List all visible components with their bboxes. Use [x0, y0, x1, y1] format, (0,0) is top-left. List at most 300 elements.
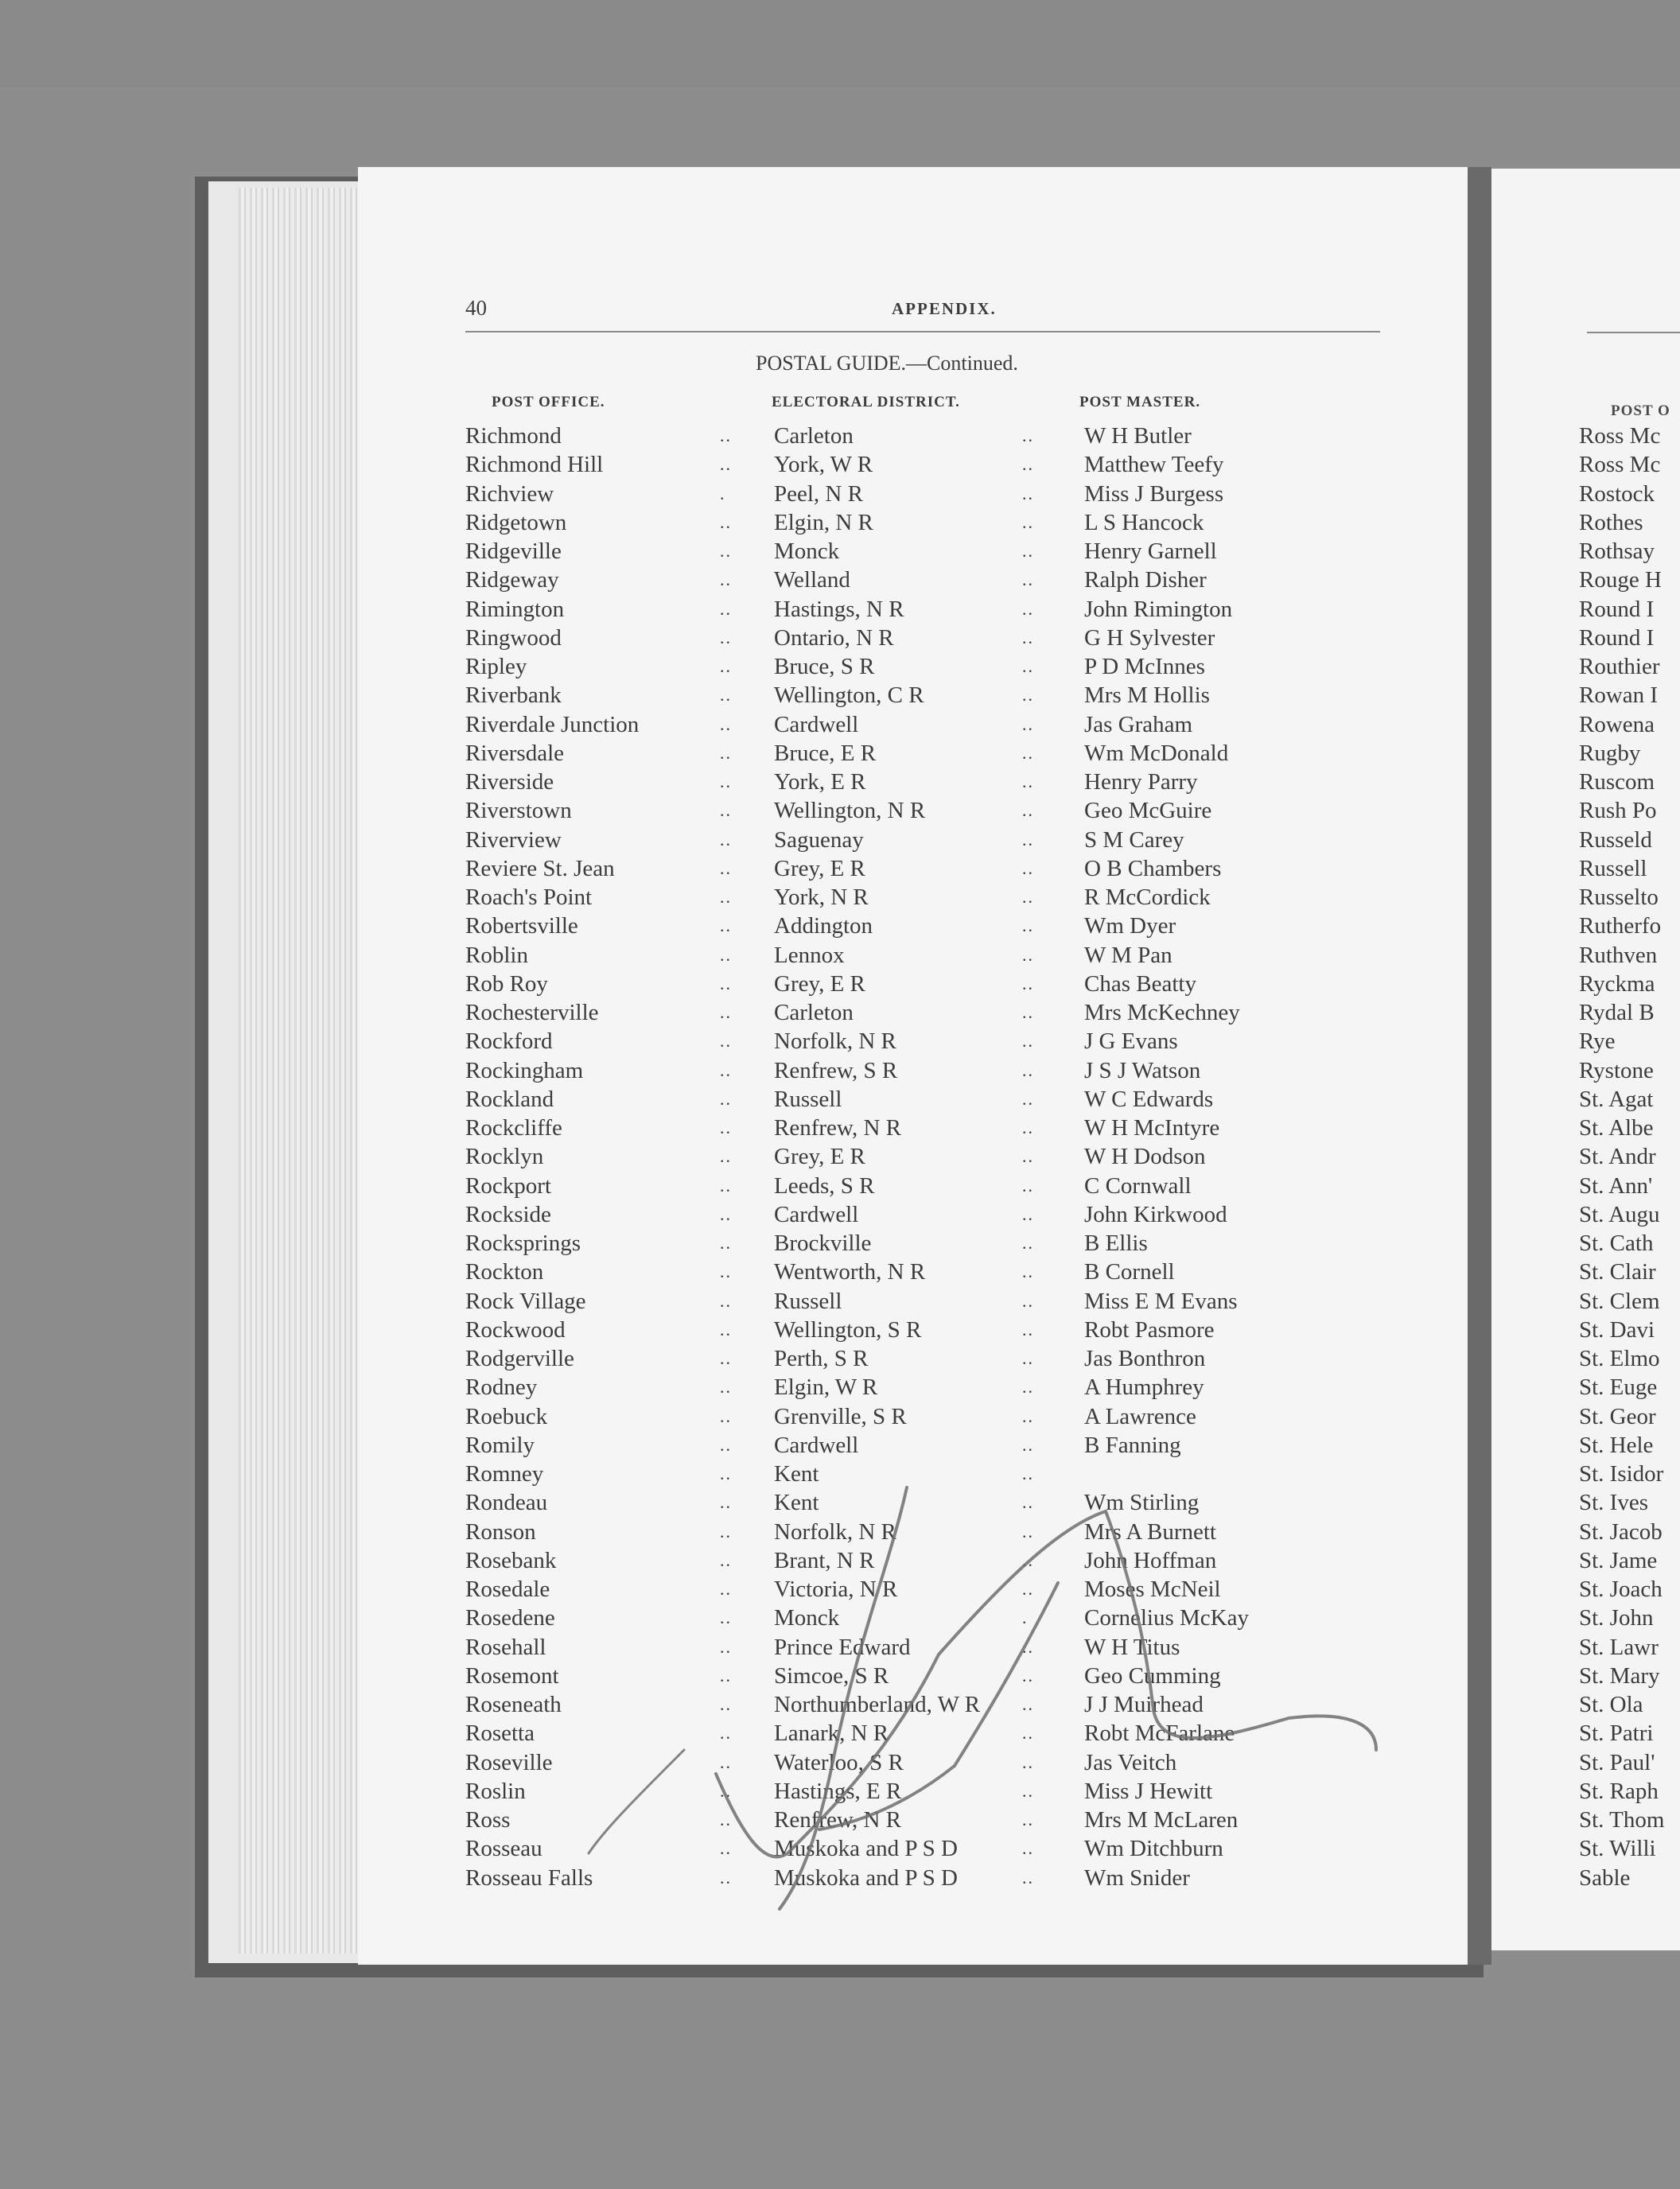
column-head-post-master: POST MASTER. [1079, 394, 1201, 410]
right-page-entry: St. Lawr [1579, 1634, 1659, 1660]
post-master-cell: W H Dodson [1084, 1144, 1206, 1170]
leader-dots: .. [1022, 1060, 1034, 1080]
post-master-cell: Chas Beatty [1084, 970, 1196, 997]
post-master-cell: Wm McDonald [1084, 740, 1229, 766]
electoral-district-cell: Grey, E R [774, 1144, 865, 1170]
post-office-cell: Riverview [465, 826, 562, 853]
leader-dots: .. [720, 887, 732, 907]
leader-dots: .. [1022, 454, 1034, 475]
leader-dots: .. [720, 829, 732, 850]
right-page-entry: St. Euge [1579, 1374, 1658, 1401]
right-page-entry: St. Andr [1579, 1144, 1656, 1170]
post-master-cell: Robt McFarlane [1084, 1720, 1235, 1747]
leader-dots: .. [1022, 1867, 1034, 1888]
electoral-district-cell: Simcoe, S R [774, 1662, 889, 1689]
right-page-entry: St. Albe [1579, 1115, 1654, 1141]
leader-dots: .. [1022, 1118, 1034, 1137]
electoral-district-cell: Prince Edward [774, 1634, 911, 1660]
electoral-district-cell: Russell [774, 1086, 842, 1112]
electoral-district-cell: Hastings, N R [774, 596, 904, 622]
post-master-cell: Ralph Disher [1084, 567, 1207, 593]
leader-dots: .. [720, 800, 732, 821]
leader-dots: .. [1022, 1723, 1034, 1744]
page-number: 40 [465, 296, 487, 320]
post-office-cell: Rob Roy [465, 970, 548, 997]
post-master-cell: Wm Dyer [1084, 913, 1176, 939]
electoral-district-cell: Cardwell [774, 1432, 859, 1458]
post-office-cell: Rockland [465, 1086, 554, 1112]
post-master-cell: Henry Garnell [1084, 539, 1217, 564]
leader-dots: .. [1022, 1175, 1034, 1196]
post-master-cell: Mrs M McLaren [1084, 1807, 1239, 1833]
electoral-district-cell: Northumberland, W R [774, 1692, 981, 1717]
leader-dots: .. [720, 1521, 732, 1542]
post-master-cell: Geo Cumming [1084, 1662, 1221, 1689]
leader-dots: .. [720, 1665, 732, 1685]
leader-dots: .. [1022, 1838, 1034, 1859]
section-title: POSTAL GUIDE.—Continued. [756, 352, 1018, 375]
post-master-cell: John Rimington [1084, 596, 1233, 622]
leader-dots: .. [720, 772, 732, 791]
leader-dots: .. [720, 1694, 732, 1714]
leader-dots: .. [720, 1810, 732, 1829]
electoral-district-cell: Muskoka and P S D [774, 1864, 958, 1891]
electoral-district-cell: Lanark, N R [774, 1720, 889, 1747]
leader-dots: .. [1022, 857, 1034, 878]
leader-dots: .. [720, 1434, 732, 1455]
leader-dots: .. [1022, 1549, 1034, 1570]
right-page-entry: Rystone [1579, 1057, 1654, 1083]
electoral-district-cell: Ontario, N R [774, 624, 894, 651]
post-office-cell: Rockport [465, 1172, 551, 1199]
leader-dots: .. [1022, 973, 1034, 993]
electoral-district-cell: Wellington, C R [774, 682, 924, 709]
leader-dots: .. [1022, 1694, 1034, 1714]
right-page-entry: Ross Mc [1579, 452, 1661, 478]
leader-dots: .. [720, 944, 732, 965]
leader-dots: .. [1022, 1377, 1034, 1398]
leader-dots: .. [1022, 1810, 1034, 1829]
right-page-entry: St. Elmo [1579, 1346, 1660, 1371]
post-master-cell: John Hoffman [1084, 1547, 1217, 1573]
leader-dots: .. [1022, 1348, 1034, 1368]
leader-dots: .. [1022, 598, 1034, 619]
right-page-entry: St. Clem [1579, 1288, 1660, 1314]
leader-dots: .. [1022, 1521, 1034, 1542]
leader-dots: .. [720, 1579, 732, 1599]
post-office-cell: Rockwood [465, 1316, 566, 1343]
post-office-cell: Rodgerville [465, 1346, 574, 1371]
leader-dots: . [1022, 1608, 1029, 1628]
column-head-post-office: POST OFFICE. [492, 394, 605, 410]
electoral-district-cell: York, W R [774, 452, 873, 478]
post-office-cell: Riverbank [465, 682, 562, 709]
post-office-cell: Rocksprings [465, 1231, 581, 1256]
post-master-cell: W H McIntyre [1084, 1115, 1220, 1141]
post-master-cell: Henry Parry [1084, 769, 1198, 795]
right-page-entry: St. Isidor [1579, 1461, 1664, 1487]
post-master-cell: J S J Watson [1084, 1057, 1201, 1083]
leader-dots: .. [720, 713, 732, 734]
post-master-cell: O B Chambers [1084, 855, 1222, 881]
electoral-district-cell: Elgin, N R [774, 509, 873, 535]
post-office-cell: Richmond Hill [465, 452, 604, 478]
leader-dots: .. [720, 1262, 732, 1282]
post-office-cell: Riverstown [465, 798, 572, 824]
right-page-entry: Rush Po [1579, 798, 1657, 824]
electoral-district-cell: Victoria, N R [774, 1577, 898, 1602]
leader-dots: .. [1022, 570, 1034, 590]
post-office-cell: Riverdale Junction [465, 711, 640, 737]
leader-dots: .. [1022, 1579, 1034, 1599]
right-page-entry: St. Hele [1579, 1432, 1654, 1458]
post-office-cell: Romney [465, 1461, 544, 1487]
leader-dots: .. [720, 656, 732, 676]
leader-dots: .. [1022, 1262, 1034, 1282]
post-master-cell: Mrs M Hollis [1084, 682, 1210, 709]
electoral-district-cell: Welland [774, 567, 850, 593]
electoral-district-cell: Norfolk, N R [774, 1028, 896, 1055]
post-master-cell: Miss J Burgess [1084, 480, 1224, 507]
electoral-district-cell: Kent [774, 1490, 819, 1516]
electoral-district-cell: Monck [774, 539, 840, 564]
electoral-district-cell: Saguenay [774, 826, 864, 853]
leader-dots: .. [720, 973, 732, 993]
electoral-district-cell: Hastings, E R [774, 1778, 902, 1804]
right-page-entry: St. Willi [1579, 1836, 1656, 1862]
leader-dots: .. [720, 1233, 732, 1253]
right-page-entry: Russell [1579, 855, 1647, 881]
post-master-cell: John Kirkwood [1084, 1201, 1227, 1227]
leader-dots: .. [1022, 742, 1034, 763]
post-master-cell: C Cornwall [1084, 1172, 1192, 1199]
right-page-entry: Routhier [1579, 654, 1660, 679]
post-office-cell: Rondeau [465, 1490, 548, 1516]
leader-dots: .. [720, 1031, 732, 1052]
leader-dots: .. [1022, 944, 1034, 965]
leader-dots: .. [720, 685, 732, 706]
right-page-entry: Round I [1579, 624, 1655, 651]
post-office-cell: Rodney [465, 1374, 538, 1401]
leader-dots: .. [720, 1838, 732, 1859]
electoral-district-cell: Muskoka and P S D [774, 1836, 958, 1862]
post-master-cell: W C Edwards [1084, 1086, 1214, 1112]
right-page-entry: Ryckma [1579, 970, 1655, 997]
post-master-cell: Jas Veitch [1084, 1749, 1177, 1775]
leader-dots: .. [1022, 1406, 1034, 1426]
post-office-cell: Rosseau Falls [465, 1864, 593, 1891]
right-page-entry: Ruscom [1579, 769, 1655, 795]
leader-dots: .. [720, 916, 732, 936]
leader-dots: .. [1022, 1002, 1034, 1022]
leader-dots: .. [1022, 829, 1034, 850]
post-office-cell: Ripley [465, 654, 527, 679]
post-master-cell: Wm Ditchburn [1084, 1836, 1223, 1862]
leader-dots: .. [720, 1549, 732, 1570]
electoral-district-cell: Cardwell [774, 1201, 859, 1227]
right-page-entry: St. Clair [1579, 1259, 1656, 1285]
leader-dots: .. [1022, 1031, 1034, 1052]
leader-dots: .. [720, 1002, 732, 1022]
leader-dots: .. [720, 1088, 732, 1109]
leader-dots: .. [720, 1118, 732, 1137]
leader-dots: .. [1022, 1146, 1034, 1167]
right-page-entry: St. Raph [1579, 1778, 1659, 1804]
post-office-cell: Rochesterville [465, 1000, 599, 1025]
leader-dots: .. [720, 1752, 732, 1772]
electoral-district-cell: Addington [774, 913, 873, 939]
leader-dots: .. [720, 1290, 732, 1311]
electoral-district-cell: Waterloo, S R [774, 1749, 904, 1775]
leader-dots: .. [1022, 800, 1034, 821]
post-master-cell: A Humphrey [1084, 1374, 1204, 1401]
leader-dots: .. [1022, 426, 1034, 445]
post-office-cell: Richmond [465, 423, 562, 449]
post-master-cell: Moses McNeil [1084, 1577, 1221, 1602]
post-master-cell: S M Carey [1084, 826, 1184, 853]
post-master-cell: Robt Pasmore [1084, 1316, 1215, 1343]
leader-dots: .. [1022, 1290, 1034, 1311]
post-office-cell: Ridgetown [465, 509, 567, 535]
right-page-entry: Rye [1579, 1028, 1616, 1055]
electoral-district-cell: York, E R [774, 769, 866, 795]
post-master-cell: J J Muirhead [1084, 1692, 1204, 1717]
leader-dots: .. [720, 511, 732, 532]
leader-dots: .. [1022, 1464, 1034, 1483]
electoral-district-cell: Carleton [774, 1000, 854, 1025]
leader-dots: .. [1022, 1665, 1034, 1685]
right-page-entry: Rydal B [1579, 1000, 1655, 1025]
leader-dots: .. [1022, 1636, 1034, 1657]
post-master-cell: L S Hancock [1084, 509, 1204, 535]
post-office-cell: Ronson [465, 1518, 536, 1545]
leader-dots: .. [720, 742, 732, 763]
post-master-cell: Matthew Teefy [1084, 452, 1224, 478]
right-page-entry: St. Ives [1579, 1490, 1648, 1516]
electoral-district-cell: Carleton [774, 423, 854, 449]
post-master-cell: Miss J Hewitt [1084, 1778, 1213, 1804]
post-master-cell: Wm Stirling [1084, 1490, 1200, 1516]
right-page-entry: St. Davi [1579, 1316, 1655, 1343]
leader-dots: .. [720, 1464, 732, 1483]
post-office-cell: Reviere St. Jean [465, 855, 615, 881]
post-office-cell: Rocklyn [465, 1144, 544, 1170]
running-title: APPENDIX. [892, 299, 997, 318]
leader-dots: .. [1022, 1319, 1034, 1339]
leader-dots: .. [1022, 541, 1034, 561]
leader-dots: .. [720, 1723, 732, 1744]
leader-dots: .. [1022, 656, 1034, 676]
right-page-entry: Rowan I [1579, 682, 1659, 709]
post-master-cell: W M Pan [1084, 942, 1172, 968]
right-page-entry: Rouge H [1579, 567, 1662, 593]
leader-dots: .. [720, 426, 732, 445]
leader-dots: . [720, 483, 726, 504]
leader-dots: .. [1022, 887, 1034, 907]
right-page-entry: St. Jacob [1579, 1518, 1662, 1545]
right-page-column-head: POST O [1611, 402, 1670, 419]
electoral-district-cell: Renfrew, N R [774, 1807, 901, 1833]
post-office-cell: Rockside [465, 1201, 551, 1227]
post-office-cell: Roseville [465, 1749, 553, 1775]
leader-dots: .. [1022, 1088, 1034, 1109]
leader-dots: .. [1022, 1434, 1034, 1455]
right-page-entry: St. Jame [1579, 1547, 1658, 1573]
leader-dots: .. [1022, 916, 1034, 936]
electoral-district-cell: Grey, E R [774, 855, 865, 881]
post-office-cell: Roach's Point [465, 885, 593, 910]
leader-dots: .. [1022, 511, 1034, 532]
right-page-entry: St. John [1579, 1605, 1654, 1631]
right-page-entry: St. Geor [1579, 1403, 1656, 1429]
post-office-cell: Rimington [465, 596, 565, 622]
electoral-district-cell: Wellington, S R [774, 1316, 922, 1343]
right-page-entry: Rostock [1579, 480, 1655, 507]
electoral-district-cell: Russell [774, 1288, 842, 1314]
post-master-cell: Miss E M Evans [1084, 1288, 1238, 1314]
post-office-cell: Rockcliffe [465, 1115, 562, 1141]
leader-dots: .. [1022, 772, 1034, 791]
post-master-cell: J G Evans [1084, 1028, 1178, 1055]
post-master-cell: Wm Snider [1084, 1864, 1190, 1891]
leader-dots: .. [720, 541, 732, 561]
electoral-district-cell: Renfrew, N R [774, 1115, 901, 1141]
post-master-cell: B Ellis [1084, 1231, 1148, 1256]
right-page-entry: St. Joach [1579, 1577, 1662, 1602]
electoral-district-cell: Grey, E R [774, 970, 865, 997]
post-master-cell: Mrs A Burnett [1084, 1518, 1216, 1545]
post-office-cell: Rosemont [465, 1662, 559, 1689]
post-office-cell: Riversdale [465, 740, 565, 766]
right-page-entry: St. Patri [1579, 1720, 1654, 1747]
post-master-cell: W H Butler [1084, 423, 1192, 449]
right-page-entry: St. Paul' [1579, 1749, 1655, 1775]
right-page-entry: Rugby [1579, 740, 1641, 766]
electoral-district-cell: Bruce, S R [774, 654, 875, 679]
electoral-district-cell: Bruce, E R [774, 740, 877, 766]
leader-dots: .. [1022, 1752, 1034, 1772]
right-page-entry: St. Mary [1579, 1662, 1660, 1689]
post-office-cell: Roebuck [465, 1403, 548, 1429]
post-master-cell: Mrs McKechney [1084, 1000, 1240, 1025]
post-office-cell: Romily [465, 1432, 535, 1458]
post-office-cell: Ross [465, 1807, 511, 1833]
post-master-cell: Jas Graham [1084, 711, 1193, 737]
post-master-cell: Jas Bonthron [1084, 1346, 1206, 1371]
right-page-entry: Rothsay [1579, 539, 1655, 564]
leader-dots: .. [1022, 1492, 1034, 1513]
post-office-cell: Ridgeway [465, 567, 559, 593]
electoral-district-cell: Renfrew, S R [774, 1057, 898, 1083]
electoral-district-cell: Brockville [774, 1231, 872, 1256]
post-office-cell: Ringwood [465, 624, 562, 651]
right-page-entry: Rutherfo [1579, 913, 1662, 939]
electoral-district-cell: Wellington, N R [774, 798, 926, 824]
right-page-entry: St. Augu [1579, 1201, 1660, 1227]
post-office-cell: Richview [465, 480, 554, 507]
post-office-cell: Rockton [465, 1259, 544, 1285]
right-page-entry: St. Ola [1579, 1692, 1643, 1717]
electoral-district-cell: Leeds, S R [774, 1172, 875, 1199]
electoral-district-cell: Cardwell [774, 711, 859, 737]
right-page-entry: Rowena [1579, 711, 1655, 737]
leader-dots: .. [1022, 627, 1034, 647]
electoral-district-cell: Lennox [774, 942, 845, 968]
leader-dots: .. [720, 1492, 732, 1513]
electoral-district-cell: Brant, N R [774, 1547, 875, 1573]
leader-dots: .. [720, 570, 732, 590]
electoral-district-cell: Monck [774, 1605, 840, 1631]
post-office-cell: Riverside [465, 769, 554, 795]
right-page-entry: Russelto [1579, 885, 1659, 910]
right-page-entry: Round I [1579, 596, 1655, 622]
electoral-district-cell: Norfolk, N R [774, 1518, 896, 1545]
leader-dots: .. [720, 1146, 732, 1167]
leader-dots: .. [720, 857, 732, 878]
leader-dots: .. [720, 454, 732, 475]
leader-dots: .. [720, 1867, 732, 1888]
electoral-district-cell: Grenville, S R [774, 1403, 907, 1429]
electoral-district-cell: Kent [774, 1461, 819, 1487]
right-page-entry: St. Ann' [1579, 1172, 1653, 1199]
post-office-cell: Roseneath [465, 1692, 562, 1717]
post-office-cell: Rosedale [465, 1577, 550, 1602]
post-master-cell: R McCordick [1084, 885, 1211, 910]
leader-dots: .. [720, 598, 732, 619]
leader-dots: .. [1022, 713, 1034, 734]
leader-dots: .. [720, 1175, 732, 1196]
post-office-cell: Roslin [465, 1778, 526, 1804]
leader-dots: .. [1022, 1233, 1034, 1253]
post-master-cell: G H Sylvester [1084, 624, 1215, 651]
post-office-cell: Rockford [465, 1028, 553, 1055]
electoral-district-cell: Perth, S R [774, 1346, 869, 1371]
right-page-entry: St. Cath [1579, 1231, 1654, 1256]
right-page-entry: Ruthven [1579, 942, 1658, 968]
leader-dots: .. [720, 1348, 732, 1368]
post-office-cell: Rosebank [465, 1547, 557, 1573]
leader-dots: .. [720, 627, 732, 647]
leader-dots: .. [1022, 1780, 1034, 1801]
post-master-cell: Geo McGuire [1084, 798, 1212, 824]
leader-dots: .. [1022, 483, 1034, 504]
right-page-entry: Sable [1579, 1864, 1631, 1891]
post-master-cell: B Fanning [1084, 1432, 1181, 1458]
right-page-entry: Russeld [1579, 826, 1652, 853]
column-head-electoral-district: ELECTORAL DISTRICT. [772, 394, 960, 410]
leader-dots: .. [720, 1377, 732, 1398]
post-master-cell: P D McInnes [1084, 654, 1205, 679]
leader-dots: .. [720, 1319, 732, 1339]
post-office-cell: Roblin [465, 942, 528, 968]
post-office-cell: Rosetta [465, 1720, 535, 1747]
post-office-cell: Rosedene [465, 1605, 555, 1631]
leader-dots: .. [720, 1780, 732, 1801]
post-master-cell: W H Titus [1084, 1634, 1180, 1660]
leader-dots: .. [720, 1636, 732, 1657]
leader-dots: .. [1022, 685, 1034, 706]
post-master-cell: Cornelius McKay [1084, 1605, 1249, 1631]
post-office-cell: Rosseau [465, 1836, 542, 1862]
right-page-entry: St. Thom [1579, 1807, 1665, 1833]
post-office-cell: Rosehall [465, 1634, 546, 1660]
right-page-entry: Rothes [1579, 509, 1643, 535]
leader-dots: .. [720, 1608, 732, 1628]
electoral-district-cell: York, N R [774, 885, 869, 910]
post-office-cell: Rockingham [465, 1057, 584, 1083]
electoral-district-cell: Wentworth, N R [774, 1259, 926, 1285]
electoral-district-cell: Elgin, W R [774, 1374, 878, 1401]
